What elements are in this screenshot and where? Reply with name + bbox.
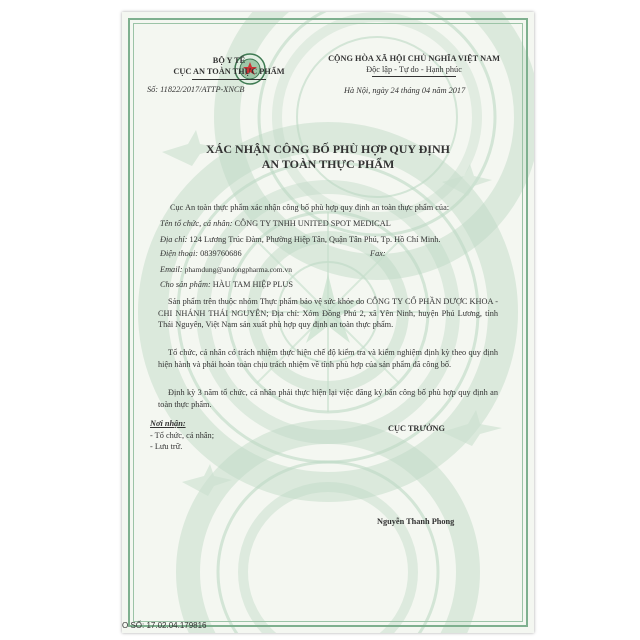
paragraph-responsibility: Tổ chức, cá nhân có trách nhiệm thực hiện chế độ kiểm tra và kiểm nghiệm định kỳ theo quy định hiện hành và phải hoàn toàn chịu trách nhiệm về tính phù hợp của sản phẩm đã công bố.	[158, 348, 498, 369]
address-label: Địa chỉ:	[160, 235, 188, 244]
organization-value: CÔNG TY TNHH UNITED SPOT MEDICAL	[234, 219, 391, 228]
address-value: 124 Lương Trúc Đàm, Phường Hiệp Tân, Quận Tân Phú, Tp. Hồ Chí Minh.	[189, 235, 441, 244]
document-title-line2: AN TOÀN THỰC PHẨM	[261, 157, 395, 171]
product-row	[160, 280, 293, 290]
phone-label: Điện thoại:	[160, 249, 199, 258]
recipient-item-archive: - Lưu trữ.	[150, 442, 183, 451]
paragraph-producer: Sản phẩm trên thuộc nhóm Thực phẩm bảo vệ sức khỏe do CÔNG TY CỔ PHẦN DƯỢC KHOA - CHI NHÁNH THÁI NGUYÊN; Địa chỉ: Xóm Đồng Phú 2, xã Yên Ninh, huyện Phú Lương, tỉnh Thái Nguyên, Việt Nam sản xuất phù hợp quy định an toàn thực phẩm.	[158, 297, 498, 330]
phone-value: 0839760686	[200, 249, 242, 258]
product-value: HÀU TAM HIỆP PLUS	[212, 280, 294, 289]
nation-name: CỘNG HÒA XÃ HỘI CHỦ NGHĨA VIỆT NAM	[328, 54, 500, 63]
recipient-item-organization: - Tổ chức, cá nhân;	[150, 431, 215, 440]
document-number: Số: 11822/2017/ATTP-XNCB	[147, 85, 245, 94]
motto-underline	[372, 76, 456, 77]
email-value: phamdung@andongpharma.com.vn	[184, 265, 292, 274]
footer-document-id: O SỐ: 17.02.04.179816	[122, 621, 207, 630]
national-motto: Độc lập - Tự do - Hạnh phúc	[366, 65, 462, 74]
product-label: Cho sản phẩm:	[160, 280, 211, 289]
place-and-date: Hà Nội, ngày 24 tháng 04 năm 2017	[344, 86, 466, 95]
paragraph-renewal: Định kỳ 3 năm tổ chức, cá nhân phải thực hiện lại việc đăng ký bản công bố phù hợp quy định an toàn thực phẩm.	[158, 388, 498, 409]
phone-row	[160, 249, 242, 259]
fax-label: Fax:	[370, 249, 386, 258]
recipients-heading: Nơi nhận:	[150, 419, 186, 428]
department-underline	[192, 79, 266, 80]
signatory-title: CỤC TRƯỞNG	[388, 424, 445, 433]
department-name: CỤC AN TOÀN THỰC PHẨM	[173, 67, 285, 76]
organization-row	[160, 219, 391, 229]
email-row	[160, 265, 292, 275]
email-label: Email:	[160, 265, 183, 274]
organization-label: Tên tổ chức, cá nhân:	[160, 219, 233, 228]
certificate-page	[122, 12, 534, 633]
signatory-name: Nguyễn Thanh Phong	[377, 517, 455, 526]
address-row	[160, 235, 441, 245]
intro-text: Cục An toàn thực phẩm xác nhận công bố phù hợp quy định an toàn thực phẩm của:	[170, 203, 450, 212]
document-title-line1: XÁC NHẬN CÔNG BỐ PHÙ HỢP QUY ĐỊNH	[206, 142, 450, 156]
ministry-name: BỘ Y TẾ	[212, 56, 246, 65]
